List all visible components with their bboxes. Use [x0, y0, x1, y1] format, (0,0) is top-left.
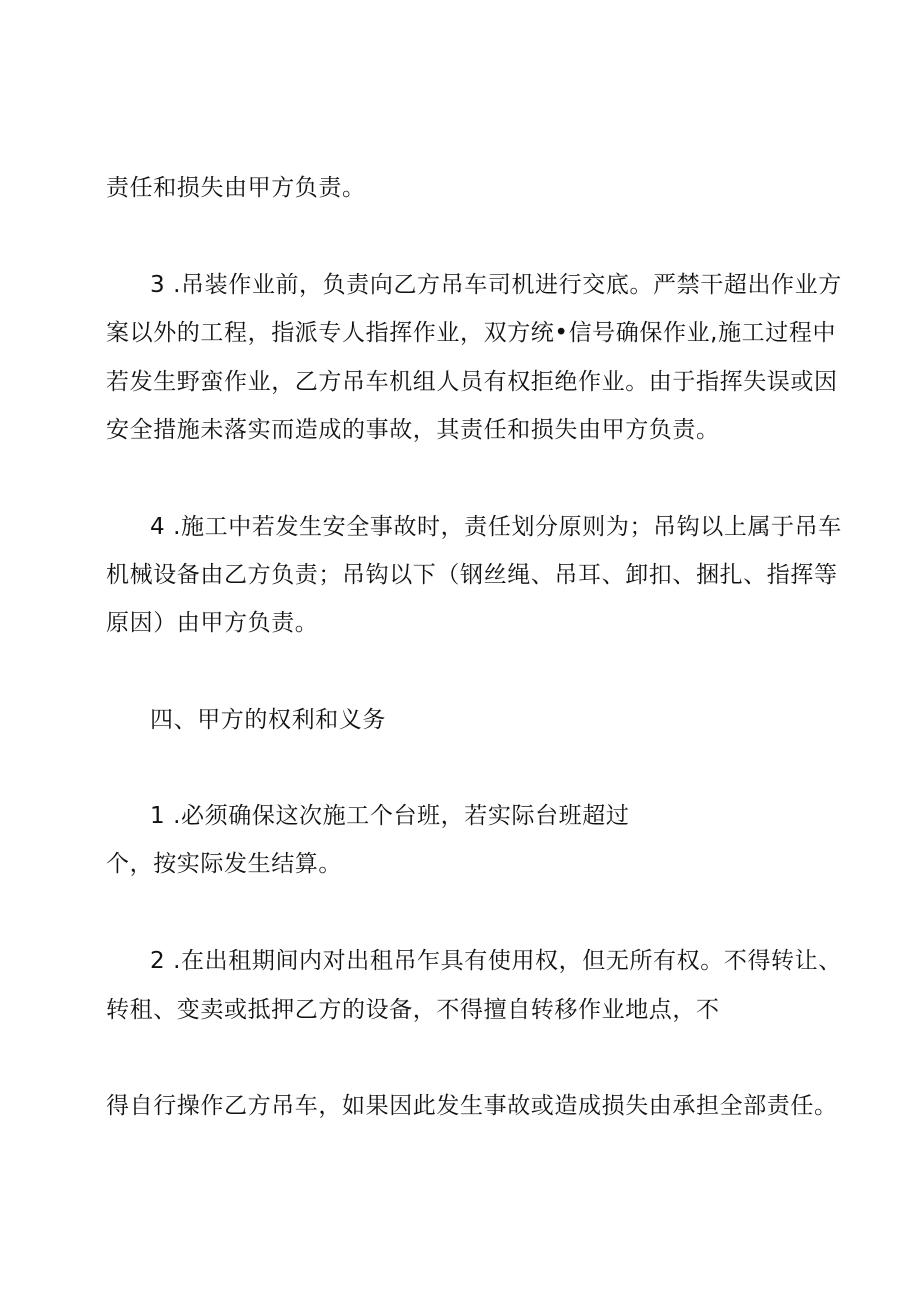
clause-4-line-1: 4 .施工中若发生安全事故时，责任划分原则为；吊钩以上属于吊车 — [150, 514, 842, 540]
text-line: 责任和损失由甲方负责。 — [106, 175, 366, 201]
clause-1-line-2: 个，按实际发生结算。 — [106, 851, 342, 877]
clause-3-line-3: 若发生野蛮作业，乙方吊车机组人员有权拒绝作业。由于指挥失误或因 — [106, 369, 838, 395]
clause-1-line-1: 1 .必须确保这次施工个台班，若实际台班超过 — [150, 803, 630, 829]
clause-4-line-2: 机械设备由乙方负责；吊钩以下（钢丝绳、吊耳、卸扣、捆扎、指挥等 — [106, 562, 838, 588]
clause-3-line-2: 案以外的工程，指派专人指挥作业，双方统•信号确保作业,施工过程中 — [106, 320, 837, 346]
clause-3-line-1: 3 .吊装作业前，负责向乙方吊车司机进行交底。严禁干超出作业方 — [150, 272, 842, 298]
clause-4-line-3: 原因）由甲方负责。 — [106, 610, 319, 636]
clause-3-line-4: 安全措施未落实而造成的事故，其责任和损失由甲方负责。 — [106, 417, 720, 443]
clause-2-line-1: 2 .在出租期间内对出租吊乍具有使用权，但无所有权。不得转让、 — [150, 948, 842, 974]
section-heading: 四、甲方的权利和义务 — [150, 707, 386, 733]
clause-2-line-2: 转租、变卖或抵押乙方的设备，不得擅自转移作业地点，不 — [106, 997, 720, 1023]
clause-2-line-3: 得自行操作乙方吊车，如果因此发生事故或造成损失由承担全部责任。 — [106, 1093, 838, 1119]
